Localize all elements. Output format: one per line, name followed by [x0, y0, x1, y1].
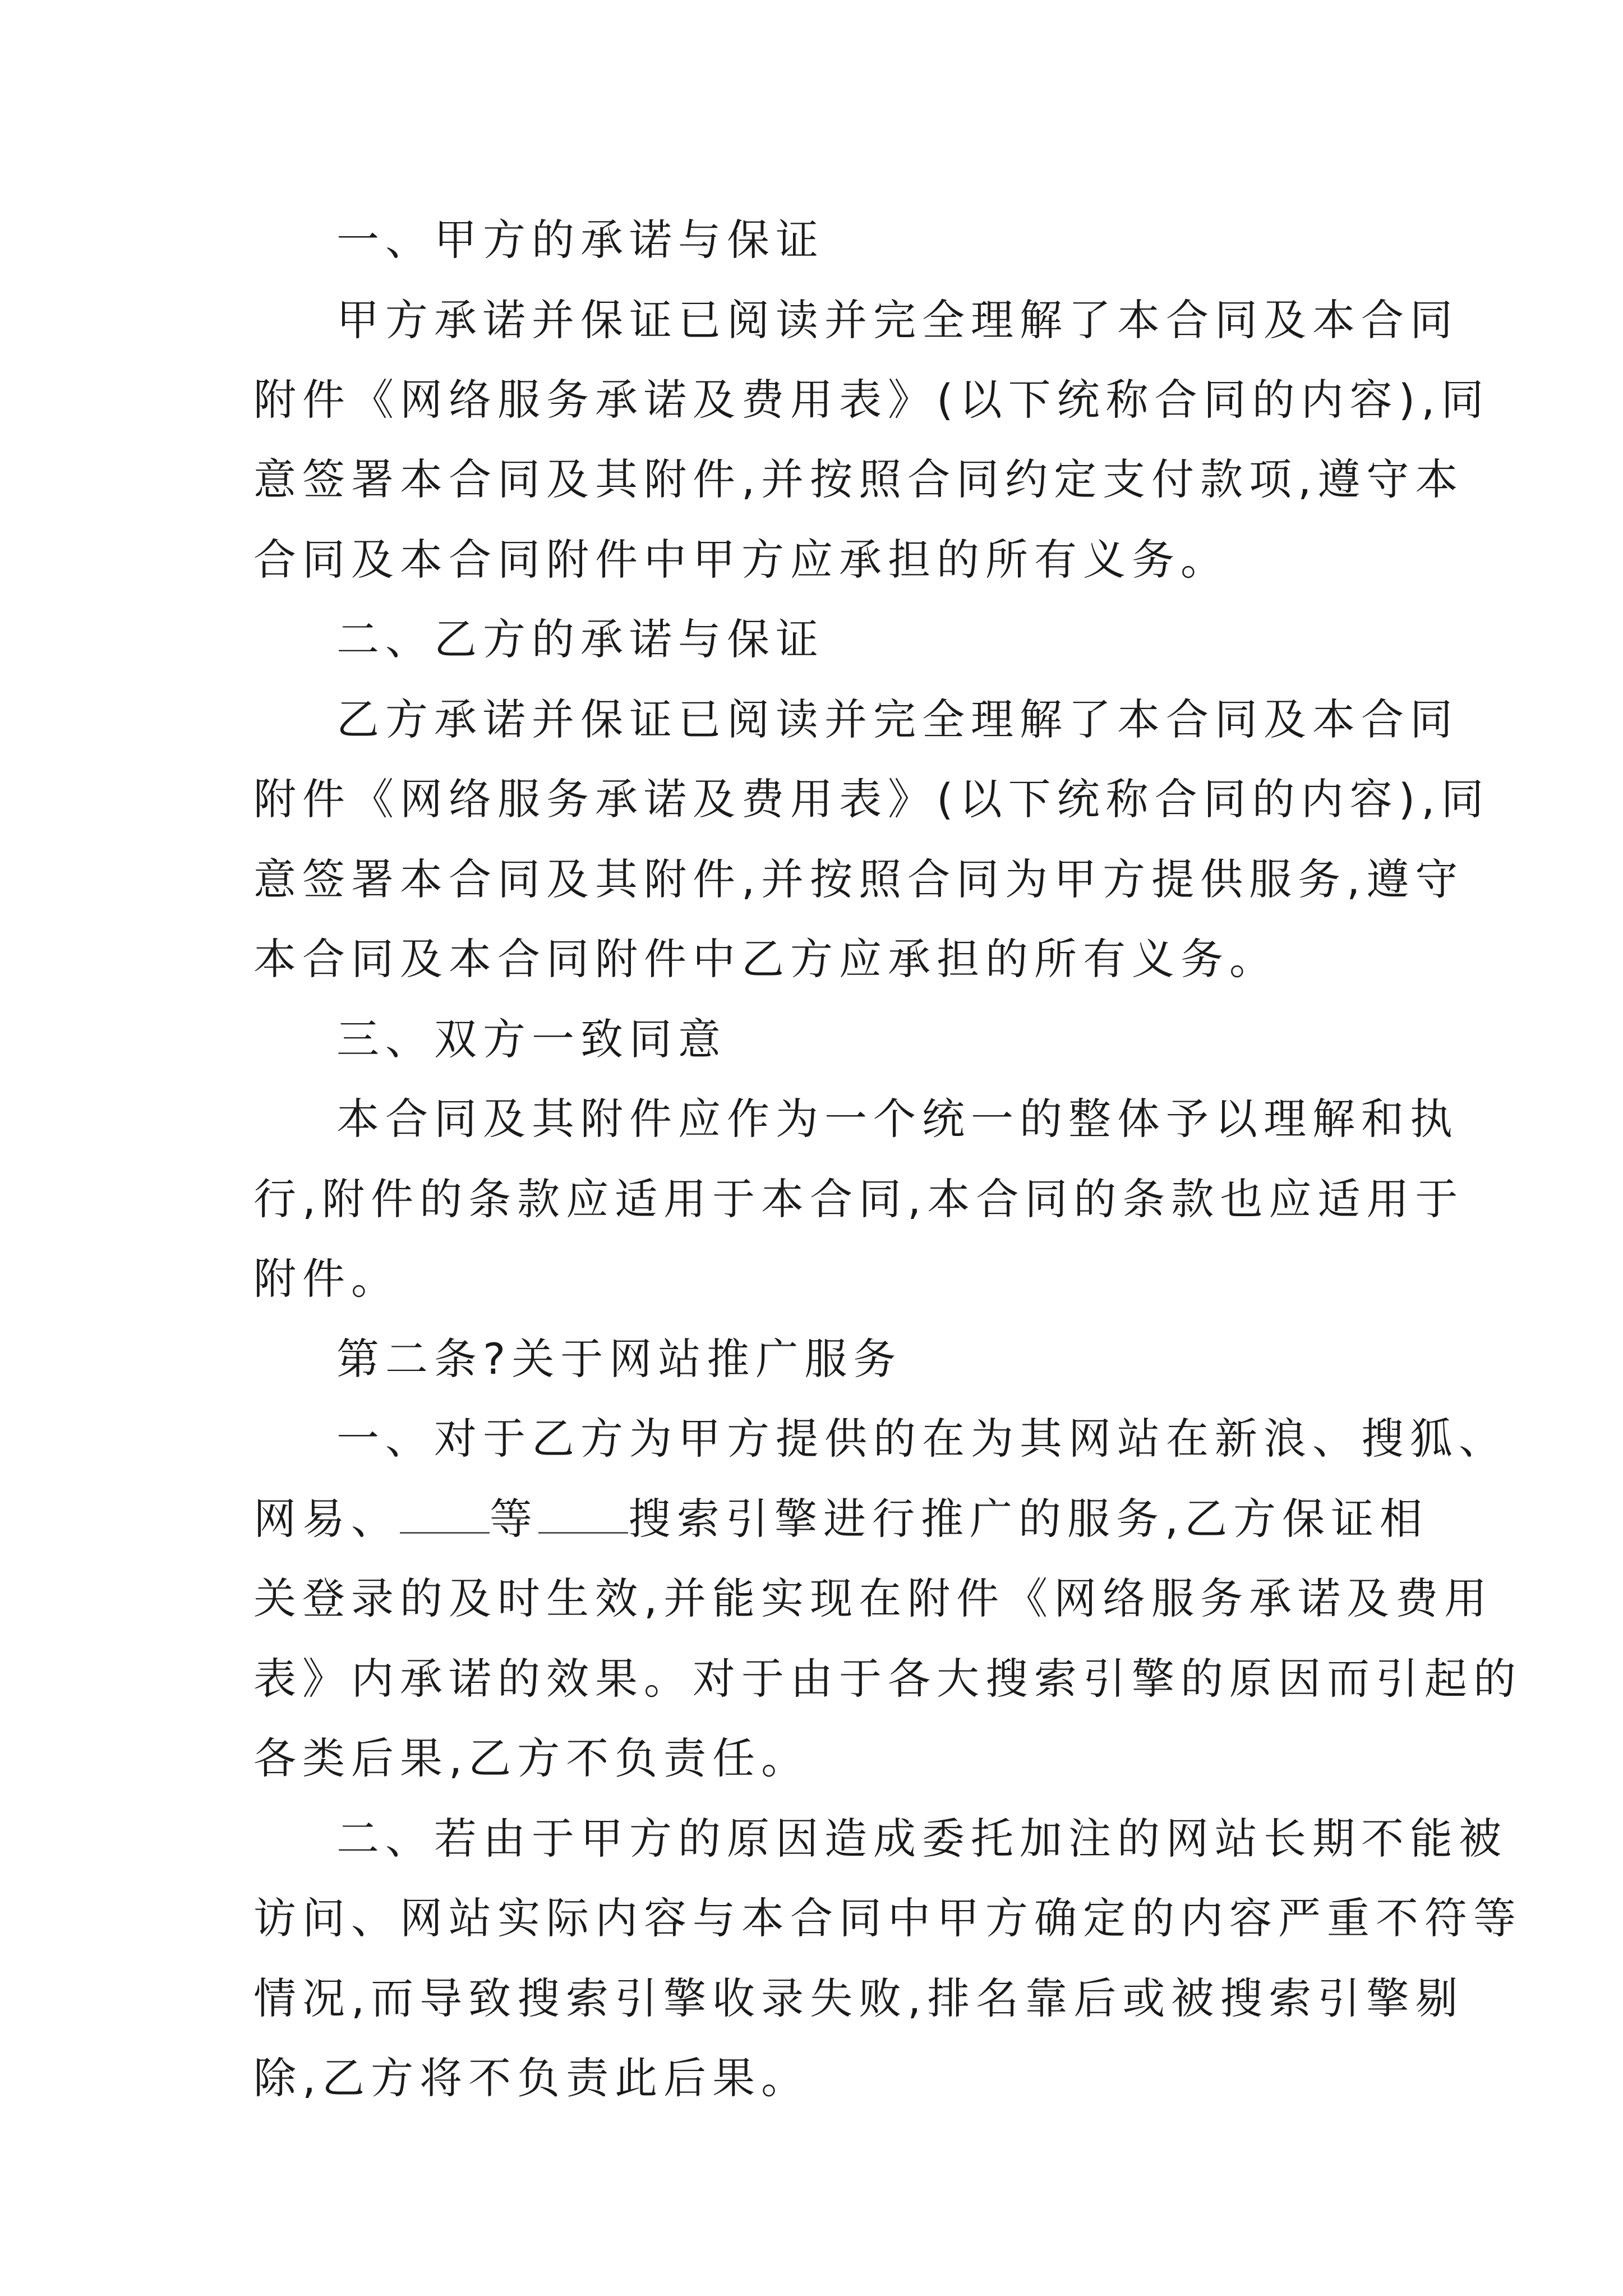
paragraph-line: 一、对于乙方为甲方提供的在为其网站在新浪、搜狐、 [336, 1414, 1507, 1464]
paragraph-line: 乙方承诺并保证已阅读并完全理解了本合同及本合同 [336, 694, 1459, 744]
paragraph-line: 本合同及其附件应作为一个统一的整体予以理解和执 [336, 1094, 1459, 1144]
fill-blank[interactable] [538, 1498, 628, 1534]
heading-mutual-agreement: 三、双方一致同意 [336, 1014, 727, 1064]
paragraph-line: 本合同及本合同附件中乙方应承担的所有义务。 [253, 934, 1278, 984]
paragraph-line-with-blanks [253, 1478, 1431, 1559]
paragraph-line: 表》内承诺的效果。对于由于各大搜索引擎的原因而引起的 [253, 1654, 1522, 1704]
paragraph-line: 甲方承诺并保证已阅读并完全理解了本合同及本合同 [336, 295, 1459, 345]
line-text-before: 网易、 [253, 1494, 400, 1544]
fill-blank[interactable] [400, 1498, 490, 1534]
heading-article-two: 第二条?关于网站推广服务 [336, 1334, 902, 1384]
paragraph-line: 二、若由于甲方的原因造成委托加注的网站长期不能被 [336, 1814, 1507, 1864]
paragraph-line: 附件。 [253, 1254, 400, 1304]
line-text-after: 搜索引擎进行推广的服务,乙方保证相 [628, 1494, 1429, 1544]
paragraph-line: 访问、网站实际内容与本合同中甲方确定的内容严重不符等 [253, 1893, 1522, 1943]
paragraph-line: 意签署本合同及其附件,并按照合同为甲方提供服务,遵守 [253, 854, 1464, 904]
paragraph-line: 附件《网络服务承诺及费用表》(以下统称合同的内容),同 [253, 774, 1490, 824]
paragraph-line: 情况,而导致搜索引擎收录失败,排名靠后或被搜索引擎剔 [253, 1973, 1464, 2023]
paragraph-line: 意签署本合同及其附件,并按照合同约定支付款项,遵守本 [253, 454, 1464, 504]
heading-party-a-commitment: 一、甲方的承诺与保证 [336, 215, 824, 265]
paragraph-line: 除,乙方将不负责此后果。 [253, 2053, 810, 2103]
paragraph-line: 关登录的及时生效,并能实现在附件《网络服务承诺及费用 [253, 1573, 1493, 1623]
line-text-middle: 等 [490, 1494, 538, 1544]
paragraph-line: 行,附件的条款应适用于本合同,本合同的条款也应适用于 [253, 1174, 1464, 1224]
heading-party-b-commitment: 二、乙方的承诺与保证 [336, 614, 824, 664]
paragraph-line: 附件《网络服务承诺及费用表》(以下统称合同的内容),同 [253, 375, 1490, 425]
paragraph-line: 各类后果,乙方不负责任。 [253, 1733, 810, 1783]
paragraph-line: 合同及本合同附件中甲方应承担的所有义务。 [253, 535, 1229, 585]
